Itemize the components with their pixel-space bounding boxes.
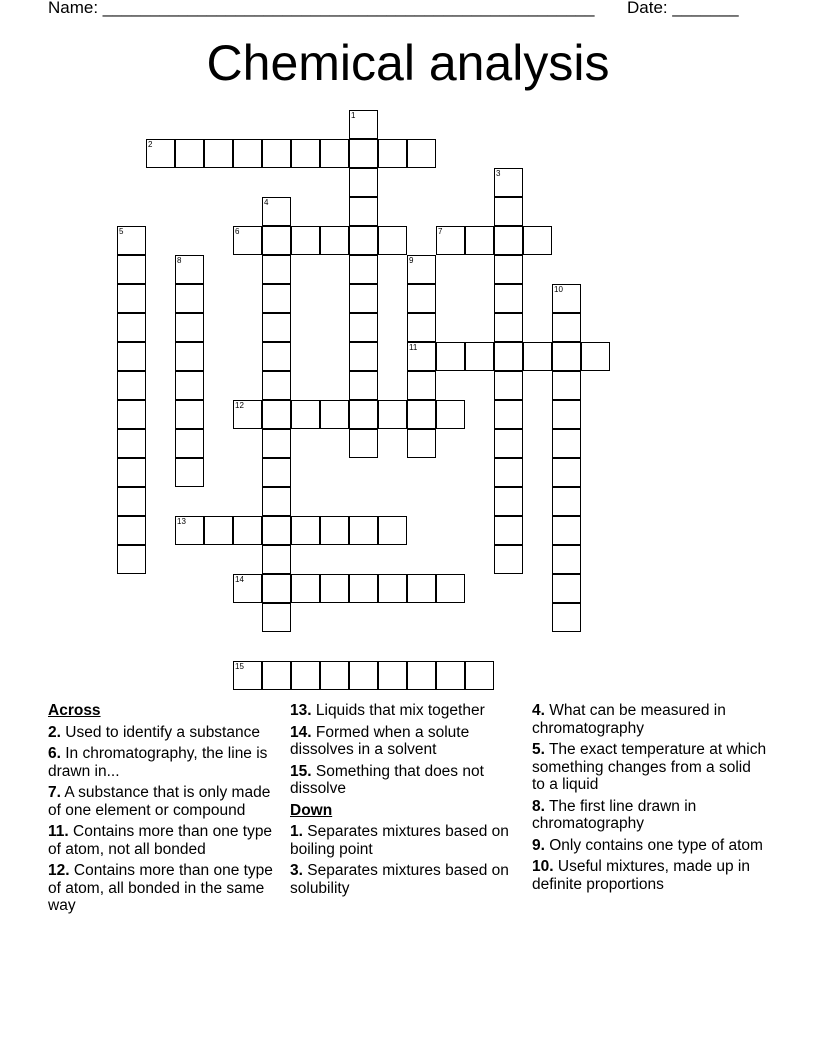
clue-column-2	[290, 702, 514, 901]
grid-cell[interactable]	[233, 574, 262, 603]
grid-cell[interactable]	[407, 429, 436, 458]
grid-cell[interactable]	[262, 371, 291, 400]
grid-cell[interactable]	[262, 197, 291, 226]
grid-cell[interactable]	[349, 197, 378, 226]
grid-cell[interactable]	[378, 516, 407, 545]
grid-cell[interactable]	[262, 574, 291, 603]
down-heading: Down	[290, 801, 333, 819]
grid-cell[interactable]	[349, 110, 378, 139]
grid-cell[interactable]	[175, 371, 204, 400]
grid-cell[interactable]	[494, 487, 523, 516]
grid-cell[interactable]	[378, 400, 407, 429]
grid-cell[interactable]	[552, 400, 581, 429]
date-field-label: Date: _______	[627, 0, 739, 17]
grid-cell[interactable]	[378, 226, 407, 255]
clue-down-5: 5. The exact temperature at which something changes from a solid to a liquid	[532, 741, 767, 793]
grid-cell[interactable]	[494, 458, 523, 487]
grid-cell[interactable]	[407, 342, 436, 371]
grid-cell[interactable]	[552, 603, 581, 632]
grid-cell[interactable]	[233, 516, 262, 545]
grid-cell[interactable]	[378, 661, 407, 690]
grid-cell[interactable]	[436, 574, 465, 603]
grid-cell[interactable]	[349, 139, 378, 168]
grid-cell[interactable]	[349, 342, 378, 371]
grid-cell[interactable]	[465, 226, 494, 255]
grid-cell[interactable]	[175, 458, 204, 487]
clue-down-1: 1. Separates mixtures based on boiling point	[290, 823, 509, 858]
grid-cell[interactable]	[117, 255, 146, 284]
grid-cell[interactable]	[175, 139, 204, 168]
cell-number: 5	[119, 227, 124, 236]
cell-number: 10	[554, 285, 563, 294]
grid-cell[interactable]	[378, 139, 407, 168]
grid-cell[interactable]	[407, 255, 436, 284]
clue-across-6: 6. In chromatography, the line is drawn in...	[48, 745, 268, 780]
grid-cell[interactable]	[117, 429, 146, 458]
grid-cell[interactable]	[262, 226, 291, 255]
grid-cell[interactable]	[146, 139, 175, 168]
grid-cell[interactable]	[117, 371, 146, 400]
grid-cell[interactable]	[117, 226, 146, 255]
clue-across-14: 14. Formed when a solute dissolves in a solvent	[290, 723, 470, 758]
clue-down-9: 9. Only contains one type of atom	[532, 836, 763, 854]
grid-cell[interactable]	[204, 516, 233, 545]
grid-cell[interactable]	[436, 342, 465, 371]
grid-cell[interactable]	[175, 429, 204, 458]
grid-cell[interactable]	[262, 400, 291, 429]
grid-cell[interactable]	[262, 255, 291, 284]
clue-across-12: 12. Contains more than one type of atom, all bonded in the same way	[48, 862, 273, 914]
grid-cell[interactable]	[494, 342, 523, 371]
grid-cell[interactable]	[552, 574, 581, 603]
grid-cell[interactable]	[320, 400, 349, 429]
cell-number: 8	[177, 256, 182, 265]
clue-column-3	[532, 702, 768, 897]
grid-cell[interactable]	[233, 661, 262, 690]
cell-number: 15	[235, 662, 244, 671]
grid-cell[interactable]	[407, 284, 436, 313]
grid-cell[interactable]	[349, 661, 378, 690]
grid-cell[interactable]	[175, 516, 204, 545]
grid-cell[interactable]	[291, 516, 320, 545]
grid-cell[interactable]	[494, 400, 523, 429]
grid-cell[interactable]	[117, 545, 146, 574]
grid-cell[interactable]	[494, 545, 523, 574]
grid-cell[interactable]	[494, 226, 523, 255]
grid-cell[interactable]	[552, 487, 581, 516]
grid-cell[interactable]	[349, 168, 378, 197]
grid-cell[interactable]	[262, 342, 291, 371]
grid-cell[interactable]	[436, 661, 465, 690]
grid-cell[interactable]	[552, 429, 581, 458]
cell-number: 2	[148, 140, 153, 149]
cell-number: 7	[438, 227, 443, 236]
clue-across-2: 2. Used to identify a substance	[48, 723, 260, 741]
grid-cell[interactable]	[407, 313, 436, 342]
grid-cell[interactable]	[494, 313, 523, 342]
grid-cell[interactable]	[407, 661, 436, 690]
grid-cell[interactable]	[262, 139, 291, 168]
grid-cell[interactable]	[523, 226, 552, 255]
grid-cell[interactable]	[349, 255, 378, 284]
grid-cell[interactable]	[320, 574, 349, 603]
grid-cell[interactable]	[494, 255, 523, 284]
grid-cell[interactable]	[175, 342, 204, 371]
grid-cell[interactable]	[407, 574, 436, 603]
grid-cell[interactable]	[349, 429, 378, 458]
grid-cell[interactable]	[552, 284, 581, 313]
grid-cell[interactable]	[378, 574, 407, 603]
grid-cell[interactable]	[407, 371, 436, 400]
grid-cell[interactable]	[465, 342, 494, 371]
grid-cell[interactable]	[117, 342, 146, 371]
grid-cell[interactable]	[494, 168, 523, 197]
cell-number: 9	[409, 256, 414, 265]
grid-cell[interactable]	[262, 458, 291, 487]
clue-across-11: 11. Contains more than one type of atom, not all bonded	[48, 823, 273, 858]
grid-cell[interactable]	[436, 400, 465, 429]
grid-cell[interactable]	[291, 400, 320, 429]
cell-number: 6	[235, 227, 240, 236]
grid-cell[interactable]	[349, 313, 378, 342]
grid-cell[interactable]	[349, 574, 378, 603]
grid-cell[interactable]	[262, 603, 291, 632]
clue-across-13: 13. Liquids that mix together	[290, 702, 485, 719]
grid-cell[interactable]	[117, 313, 146, 342]
grid-cell[interactable]	[204, 139, 233, 168]
grid-cell[interactable]	[523, 342, 552, 371]
grid-cell[interactable]	[262, 661, 291, 690]
grid-cell[interactable]	[552, 313, 581, 342]
grid-cell[interactable]	[320, 516, 349, 545]
name-field-label: Name: ____________________________________________________	[48, 0, 595, 17]
clue-across-7: 7. A substance that is only made of one element or compound	[48, 784, 271, 819]
grid-cell[interactable]	[291, 139, 320, 168]
grid-cell[interactable]	[262, 487, 291, 516]
grid-cell[interactable]	[117, 487, 146, 516]
grid-cell[interactable]	[117, 400, 146, 429]
grid-cell[interactable]	[552, 371, 581, 400]
grid-cell[interactable]	[262, 516, 291, 545]
grid-cell[interactable]	[233, 400, 262, 429]
cell-number: 4	[264, 198, 269, 207]
grid-cell[interactable]	[494, 516, 523, 545]
grid-cell[interactable]	[552, 342, 581, 371]
clue-column-1	[48, 702, 280, 919]
grid-cell[interactable]	[407, 400, 436, 429]
grid-cell[interactable]	[407, 139, 436, 168]
grid-cell[interactable]	[262, 429, 291, 458]
grid-cell[interactable]	[436, 226, 465, 255]
grid-cell[interactable]	[494, 197, 523, 226]
grid-cell[interactable]	[291, 574, 320, 603]
grid-cell[interactable]	[465, 661, 494, 690]
grid-cell[interactable]	[349, 516, 378, 545]
cell-number: 1	[351, 111, 356, 120]
grid-cell[interactable]	[175, 313, 204, 342]
grid-cell[interactable]	[175, 284, 204, 313]
grid-cell[interactable]	[291, 226, 320, 255]
clue-across-15: 15. Something that does not dissolve	[290, 762, 484, 797]
grid-cell[interactable]	[494, 284, 523, 313]
grid-cell[interactable]	[349, 284, 378, 313]
grid-cell[interactable]	[320, 139, 349, 168]
grid-cell[interactable]	[349, 371, 378, 400]
grid-cell[interactable]	[233, 226, 262, 255]
grid-cell[interactable]	[117, 516, 146, 545]
grid-cell[interactable]	[175, 400, 204, 429]
grid-cell[interactable]	[552, 545, 581, 574]
grid-cell[interactable]	[117, 458, 146, 487]
cell-number: 3	[496, 169, 501, 178]
grid-cell[interactable]	[552, 516, 581, 545]
clue-down-3: 3. Separates mixtures based on solubility	[290, 862, 509, 897]
across-heading: Across	[48, 702, 101, 719]
grid-cell[interactable]	[117, 284, 146, 313]
grid-cell[interactable]	[320, 226, 349, 255]
grid-cell[interactable]	[581, 342, 610, 371]
grid-cell[interactable]	[494, 371, 523, 400]
grid-cell[interactable]	[262, 545, 291, 574]
cell-number: 14	[235, 575, 244, 584]
clue-down-10: 10. Useful mixtures, made up in definite proportions	[532, 858, 750, 893]
cell-number: 11	[409, 343, 418, 352]
grid-cell[interactable]	[349, 226, 378, 255]
cell-number: 12	[235, 401, 244, 410]
page-title: Chemical analysis	[206, 35, 610, 91]
grid-cell[interactable]	[552, 458, 581, 487]
grid-cell[interactable]	[320, 661, 349, 690]
grid-cell[interactable]	[262, 284, 291, 313]
grid-cell[interactable]	[349, 400, 378, 429]
cell-number: 13	[177, 517, 186, 526]
clue-down-4: 4. What can be measured in chromatography	[532, 702, 726, 737]
grid-cell[interactable]	[233, 139, 262, 168]
grid-cell[interactable]	[175, 255, 204, 284]
grid-cell[interactable]	[494, 429, 523, 458]
grid-cell[interactable]	[262, 313, 291, 342]
grid-cell[interactable]	[291, 661, 320, 690]
clue-down-8: 8. The first line drawn in chromatography	[532, 797, 697, 832]
